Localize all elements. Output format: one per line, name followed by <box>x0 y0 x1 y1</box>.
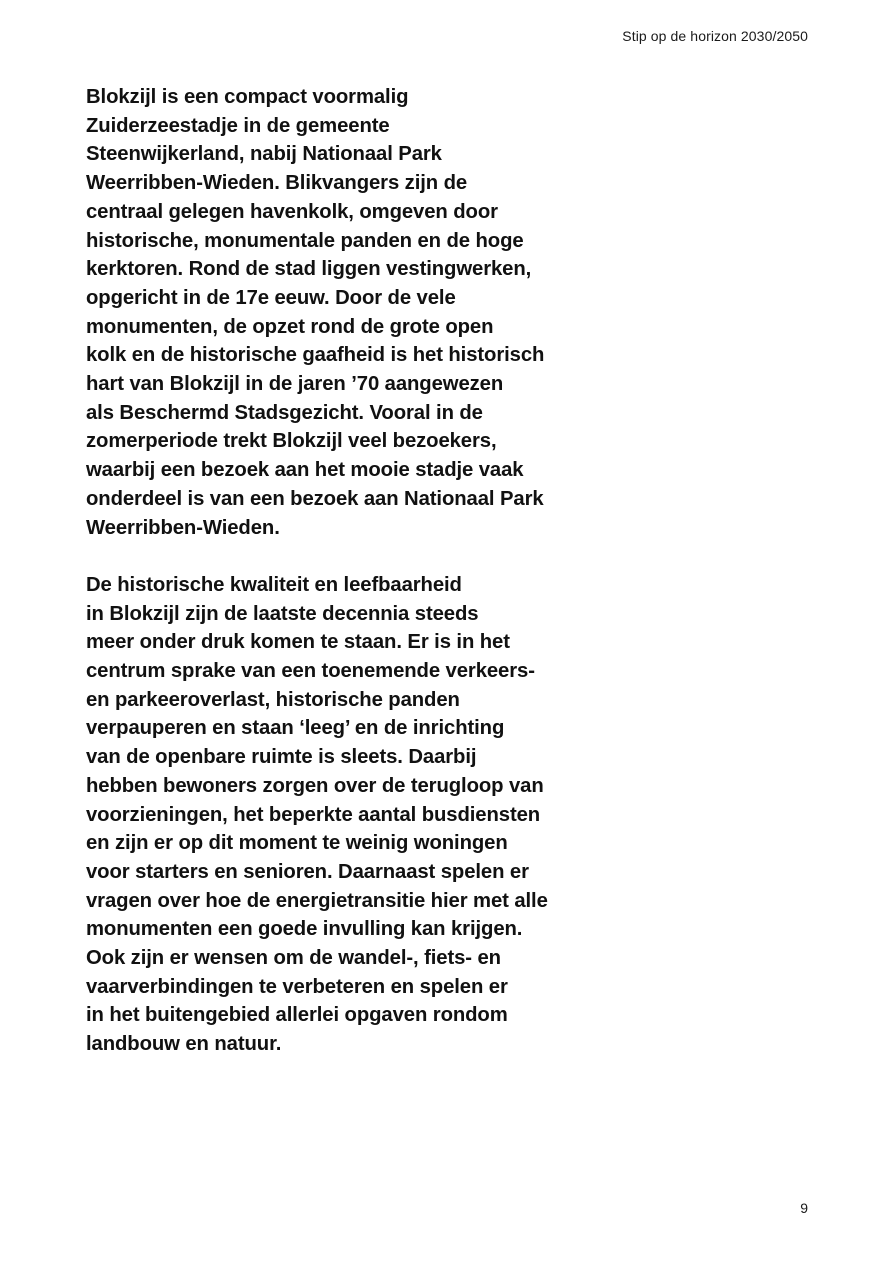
text-line: voorzieningen, het beperkte aantal busdiensten <box>86 803 541 826</box>
text-line: landbouw en natuur. <box>86 1033 282 1056</box>
text-line: Weerribben-Wieden. <box>86 516 280 539</box>
text-line: Zuiderzeestadje in de gemeente <box>86 114 390 137</box>
text-line: kerktoren. Rond de stad liggen vestingwerken, <box>86 258 532 281</box>
text-line: Steenwijkerland, nabij Nationaal Park <box>86 143 442 166</box>
text-line: historische, monumentale panden en de hoge <box>86 229 524 252</box>
text-line: De historische kwaliteit en leefbaarheid <box>86 573 462 596</box>
text-line: vaarverbindingen te verbeteren en spelen er <box>86 975 508 998</box>
body-text <box>86 83 646 1059</box>
text-line: meer onder druk komen te staan. Er is in het <box>86 631 510 654</box>
text-line: hebben bewoners zorgen over de terugloop van <box>86 774 544 797</box>
text-line: vragen over hoe de energietransitie hier met alle <box>86 889 548 912</box>
text-line: monumenten een goede invulling kan krijgen. <box>86 918 523 941</box>
text-line: zomerperiode trekt Blokzijl veel bezoekers, <box>86 430 497 453</box>
text-line: monumenten, de opzet rond de grote open <box>86 315 494 338</box>
text-line: verpauperen en staan ‘leeg’ en de inrichting <box>86 717 505 740</box>
text-line: Blokzijl is een compact voormalig <box>86 86 409 108</box>
running-header: Stip op de horizon 2030/2050 <box>622 28 808 44</box>
text-line: Weerribben-Wieden. Blikvangers zijn de <box>86 172 468 195</box>
text-line: centraal gelegen havenkolk, omgeven door <box>86 200 498 223</box>
text-line: centrum sprake van een toenemende verkeers- <box>86 660 535 683</box>
text-line: en parkeeroverlast, historische panden <box>86 688 460 711</box>
text-line: onderdeel is van een bezoek aan Nationaal Park <box>86 487 544 510</box>
paragraph-1 <box>86 83 646 542</box>
text-line: van de openbare ruimte is sleets. Daarbij <box>86 746 477 769</box>
text-line: voor starters en senioren. Daarnaast spelen er <box>86 860 529 883</box>
text-line: waarbij een bezoek aan het mooie stadje vaak <box>86 459 524 482</box>
page-number: 9 <box>800 1200 808 1216</box>
text-line: in Blokzijl zijn de laatste decennia steeds <box>86 602 479 625</box>
paragraph-2 <box>86 571 646 1059</box>
text-line: kolk en de historische gaafheid is het historisch <box>86 344 545 367</box>
text-line: opgericht in de 17e eeuw. Door de vele <box>86 286 456 309</box>
text-line: in het buitengebied allerlei opgaven rondom <box>86 1004 508 1027</box>
text-line: Ook zijn er wensen om de wandel-, fiets- en <box>86 947 501 970</box>
text-line: als Beschermd Stadsgezicht. Vooral in de <box>86 401 483 424</box>
text-line: en zijn er op dit moment te weinig woningen <box>86 832 508 855</box>
text-line: hart van Blokzijl in de jaren ’70 aangewezen <box>86 373 504 396</box>
